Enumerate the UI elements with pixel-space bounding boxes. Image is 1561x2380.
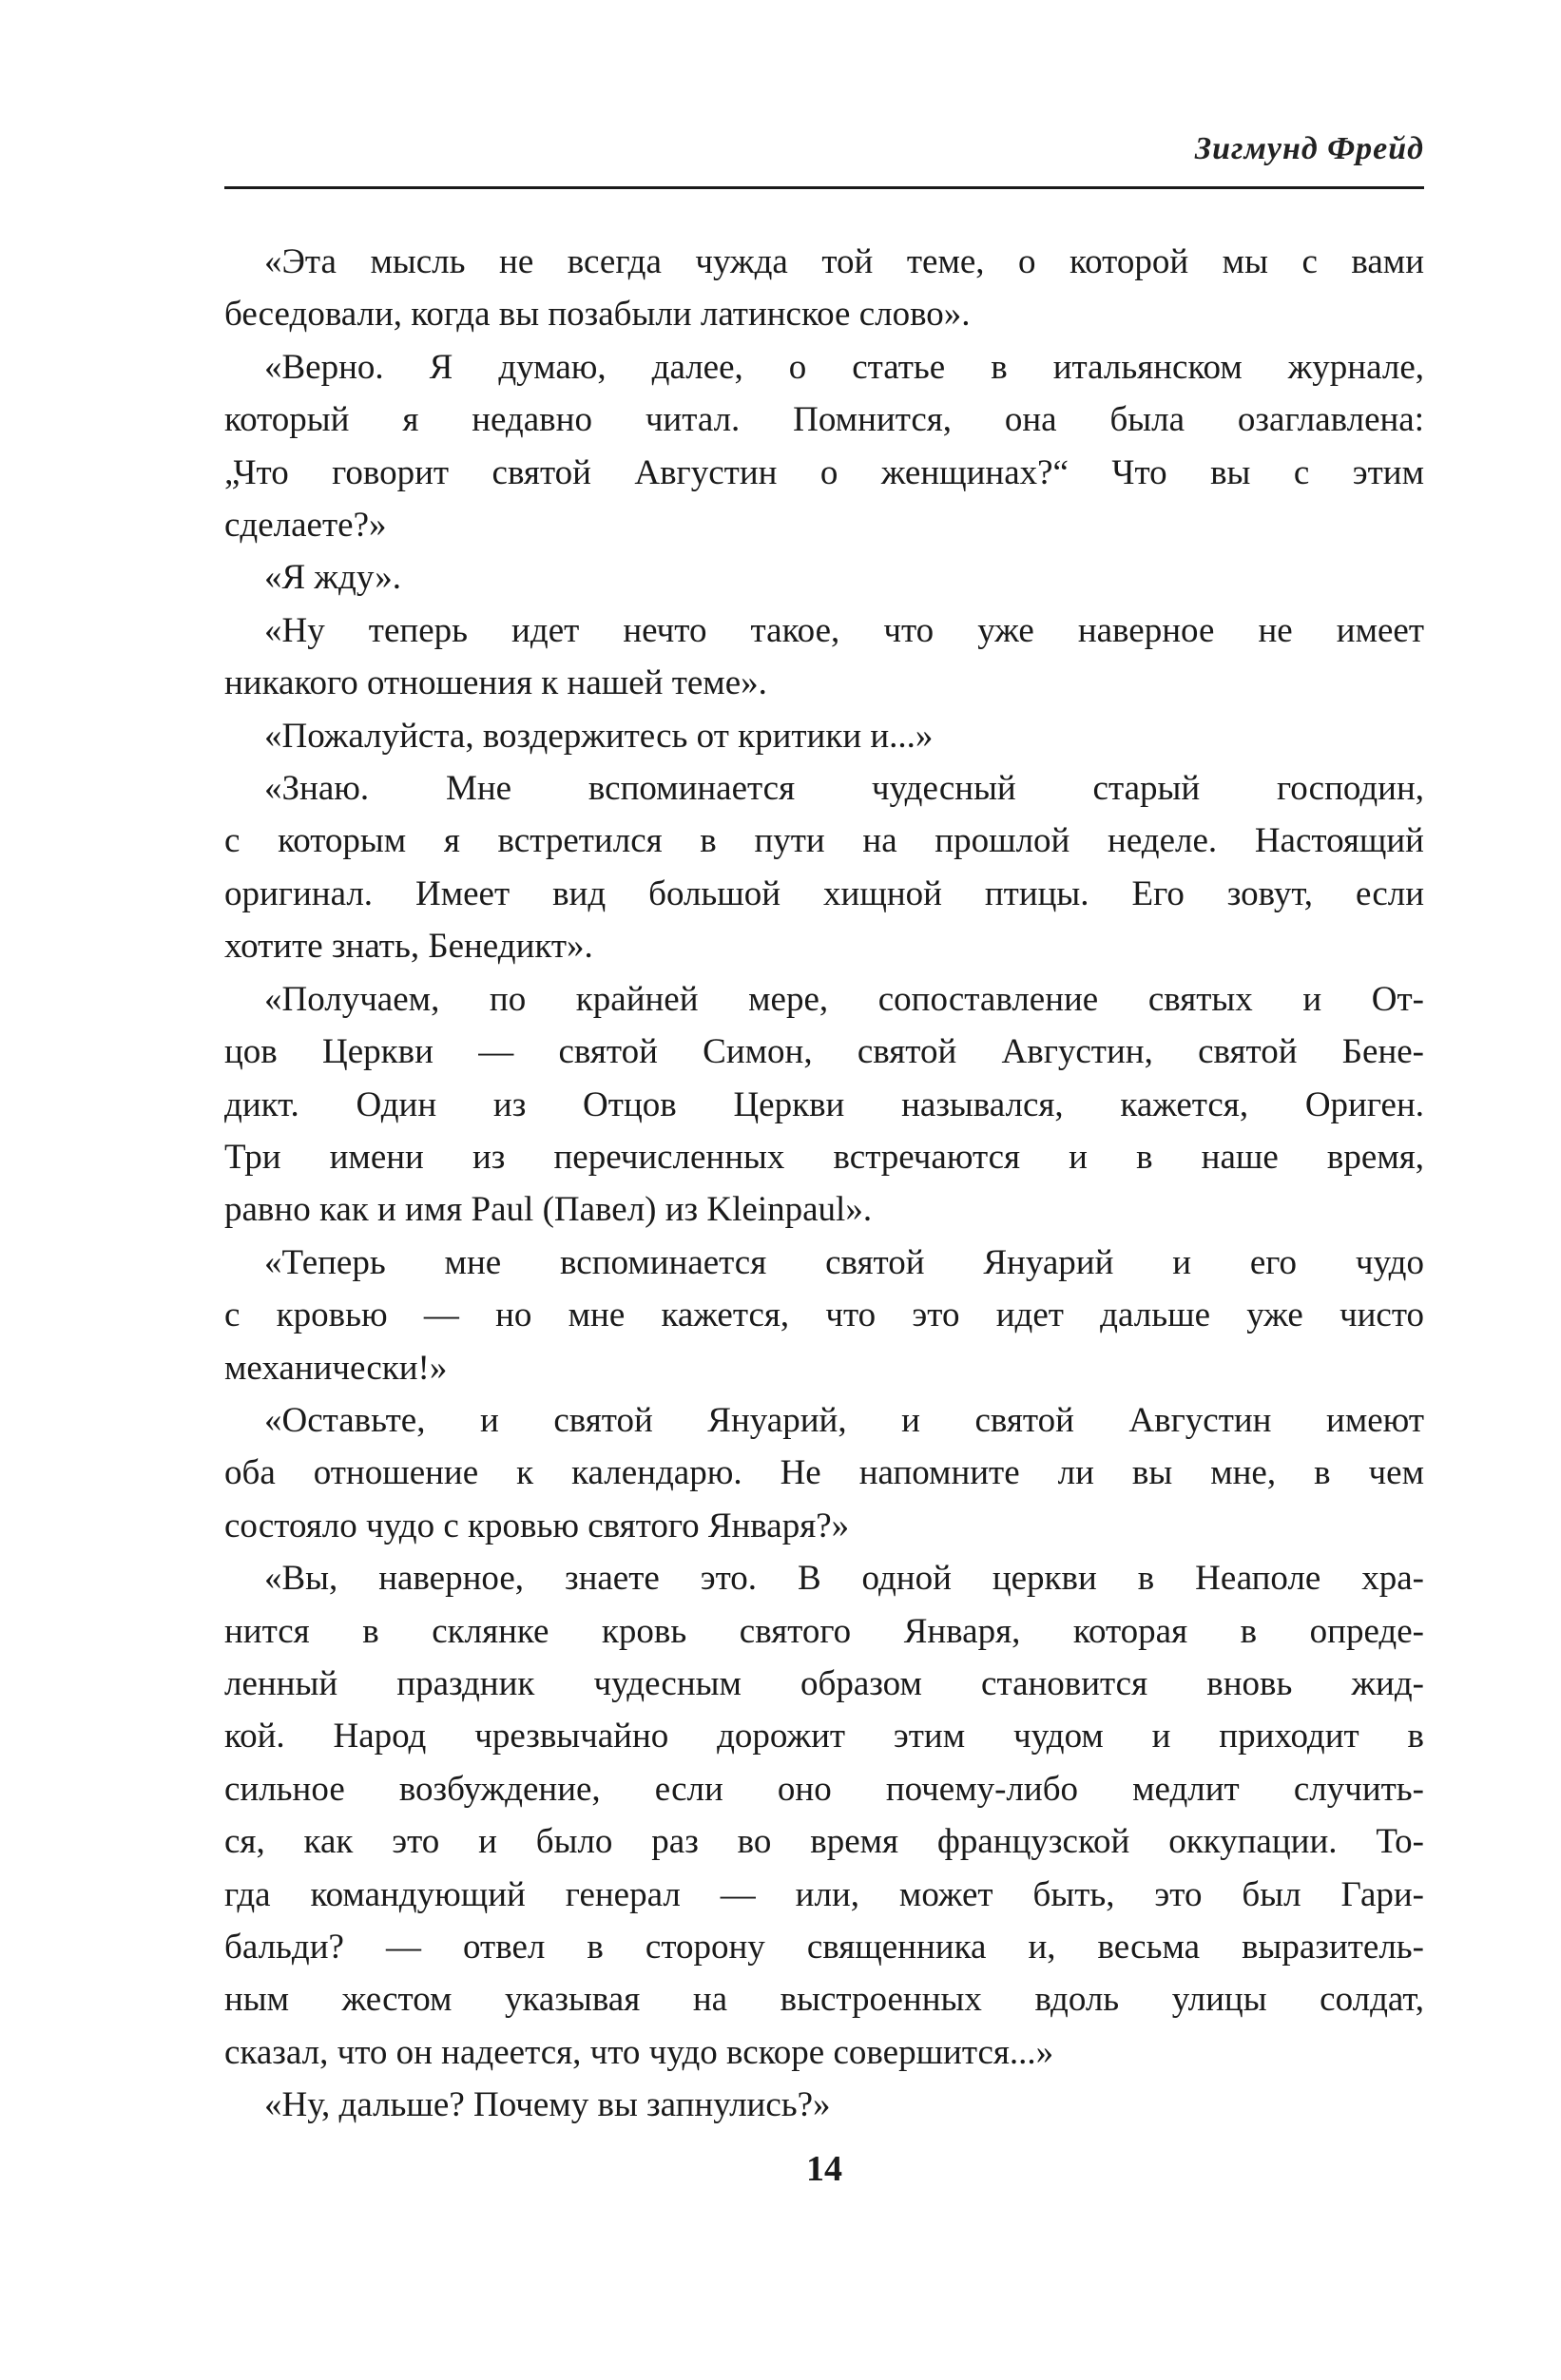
paragraph [224,236,1424,341]
paragraph [224,341,1424,552]
text-line: сделаете?» [224,506,387,546]
text-line: кой. Народ чрезвычайно дорожит этим чудом и приходит в [224,1717,1424,1756]
text-line: гда командующий генерал — или, может быть, это был Гари- [224,1874,1424,1914]
text-line: «Вы, наверное, знаете это. В одной церкви в Неаполе хра- [264,1559,1424,1599]
page-number: 14 [806,2149,842,2189]
paragraph [224,1237,1424,1394]
text-line: сильное возбуждение, если оно почему-либо медлит случить- [224,1769,1424,1809]
text-line: механически!» [224,1348,448,1388]
paragraph [224,710,1424,762]
text-line: „Что говорит святой Августин о женщинах?“ Что вы с этим [224,452,1424,492]
text-line: оба отношение к календарю. Не напомните ли вы мне, в чем [224,1453,1424,1493]
paragraph [224,1394,1424,1552]
text-line: «Знаю. Мне вспоминается чудесный старый господин, [264,769,1424,809]
text-line: хотите знать, Бенедикт». [224,927,593,967]
text-line: сказал, что он надеется, что чудо вскоре совершится...» [224,2032,1054,2072]
text-line: «Эта мысль не всегда чужда той теме, о которой мы с вами [264,242,1424,281]
text-line: «Оставьте, и святой Януарий, и святой Августин имеют [264,1400,1424,1440]
text-line: состояло чудо с кровью святого Января?» [224,1506,850,1545]
paragraph [224,1552,1424,2079]
text-line: ным жестом указывая на выстроенных вдоль улицы солдат, [224,1980,1424,2020]
paragraph [224,605,1424,710]
text-line: беседовали, когда вы позабыли латинское слово». [224,295,971,335]
text-line: «Пожалуйста, воздержитесь от критики и...» [264,716,934,756]
text-line: с которым я встретился в пути на прошлой неделе. Настоящий [224,821,1424,861]
text-line: «Я жду». [264,558,401,598]
text-line: дикт. Один из Отцов Церкви назывался, кажется, Ориген. [224,1084,1424,1124]
text-line: равно как и имя Paul (Павел) из Kleinpaul». [224,1190,873,1230]
text-line: нится в склянке кровь святого Января, которая в опреде- [224,1611,1424,1651]
text-line: ся, как это и было раз во время французской оккупации. То- [224,1822,1424,1862]
text-line: который я недавно читал. Помнится, она была озаглавлена: [224,400,1424,440]
body-text [224,236,1424,2132]
text-line: «Ну теперь идет нечто такое, что уже наверное не имеет [264,610,1424,650]
paragraph [224,2079,1424,2131]
header-rule [224,186,1424,189]
text-line: цов Церкви — святой Симон, святой Августин, святой Бене- [224,1032,1424,1072]
text-line: ленный праздник чудесным образом становится вновь жид- [224,1663,1424,1703]
paragraph [224,551,1424,604]
text-line: «Верно. Я думаю, далее, о статье в итальянском журнале, [264,347,1424,387]
text-line: бальди? — отвел в сторону священника и, весьма выразитель- [224,1928,1424,1967]
running-head: Зигмунд Фрейд [1194,131,1424,166]
text-line: Три имени из перечисленных встречаются и в наше время, [224,1137,1424,1177]
text-line: с кровью — но мне кажется, что это идет дальше уже чисто [224,1296,1424,1335]
paragraph [224,762,1424,973]
paragraph [224,973,1424,1237]
text-line: «Ну, дальше? Почему вы запнулись?» [264,2085,831,2125]
text-line: «Теперь мне вспоминается святой Януарий и его чудо [264,1242,1424,1282]
text-line: оригинал. Имеет вид большой хищной птицы. Его зовут, если [224,873,1424,913]
text-line: никакого отношения к нашей теме». [224,663,767,703]
text-line: «Получаем, по крайней мере, сопоставление святых и От- [264,979,1424,1019]
